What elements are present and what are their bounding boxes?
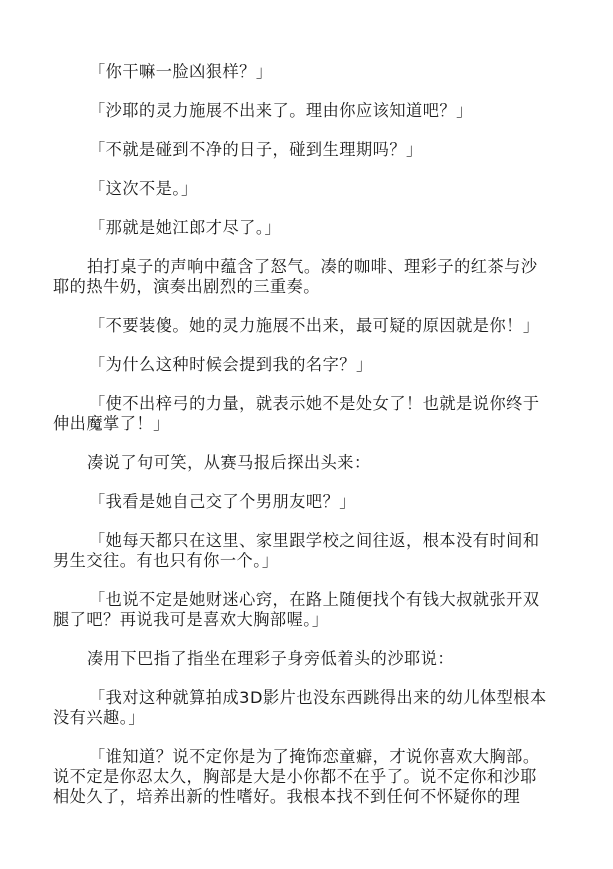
dialogue-paragraph bbox=[53, 101, 553, 121]
text-line: 没有兴趣。」 bbox=[53, 708, 146, 727]
dialogue-paragraph bbox=[53, 62, 553, 82]
narration-paragraph bbox=[53, 453, 553, 473]
text-line: 「那就是她江郎才尽了。」 bbox=[89, 218, 282, 237]
text-line: 耶的热牛奶，演奏出剧烈的三重奏。 bbox=[53, 277, 320, 296]
text-line: 相处久了，培养出新的性嗜好。我根本找不到任何不怀疑你的理 bbox=[53, 787, 521, 806]
text-line: 「你干嘛一脸凶狠样？」 bbox=[89, 62, 273, 81]
dialogue-paragraph bbox=[53, 492, 553, 512]
text-line: 凑用下巴指了指坐在理彩子身旁低着头的沙耶说： bbox=[87, 649, 455, 668]
text-line: 腿了吧？再说我可是喜欢大胸部喔。」 bbox=[53, 610, 329, 629]
text-line: 「谁知道？说不定你是为了掩饰恋童癖，才说你喜欢大胸部。 bbox=[89, 747, 540, 766]
dialogue-paragraph bbox=[53, 688, 553, 728]
dialogue-paragraph bbox=[53, 218, 553, 238]
dialogue-paragraph bbox=[53, 531, 553, 571]
narration-paragraph bbox=[53, 649, 553, 669]
text-line: 说不定是你忍太久，胸部是大是小你都不在乎了。说不定你和沙耶 bbox=[53, 767, 537, 786]
dialogue-paragraph bbox=[53, 394, 553, 434]
text-line: 「也说不定是她财迷心窍，在路上随便找个有钱大叔就张开双 bbox=[89, 590, 540, 609]
narration-paragraph bbox=[53, 257, 553, 297]
text-line: 「不要装傻。她的灵力施展不出来，最可疑的原因就是你！」 bbox=[89, 316, 540, 335]
document-body bbox=[53, 62, 553, 826]
text-line: 伸出魔掌了！」 bbox=[53, 414, 170, 433]
text-line: 凑说了句可笑，从赛马报后探出头来： bbox=[87, 453, 371, 472]
text-line: 「沙耶的灵力施展不出来了。理由你应该知道吧？」 bbox=[89, 101, 473, 120]
text-line: 「我对这种就算拍成3D影片也没东西跳得出来的幼儿体型根本 bbox=[89, 688, 547, 707]
dialogue-paragraph bbox=[53, 316, 553, 336]
dialogue-paragraph bbox=[53, 355, 553, 375]
text-line: 「为什么这种时候会提到我的名字？」 bbox=[89, 355, 373, 374]
text-line: 「这次不是。」 bbox=[89, 179, 198, 198]
text-line: 拍打桌子的声响中蕴含了怒气。凑的咖啡、理彩子的红茶与沙 bbox=[87, 257, 538, 276]
text-line: 「使不出梓弓的力量，就表示她不是处女了！也就是说你终于 bbox=[89, 394, 540, 413]
dialogue-paragraph bbox=[53, 747, 553, 807]
text-line: 「我看是她自己交了个男朋友吧？」 bbox=[89, 492, 356, 511]
dialogue-paragraph bbox=[53, 179, 553, 199]
dialogue-paragraph bbox=[53, 140, 553, 160]
text-line: 男生交往。有也只有你一个。」 bbox=[53, 551, 279, 570]
dialogue-paragraph bbox=[53, 590, 553, 630]
text-line: 「她每天都只在这里、家里跟学校之间往返，根本没有时间和 bbox=[89, 531, 540, 550]
text-line: 「不就是碰到不净的日子，碰到生理期吗？」 bbox=[89, 140, 423, 159]
